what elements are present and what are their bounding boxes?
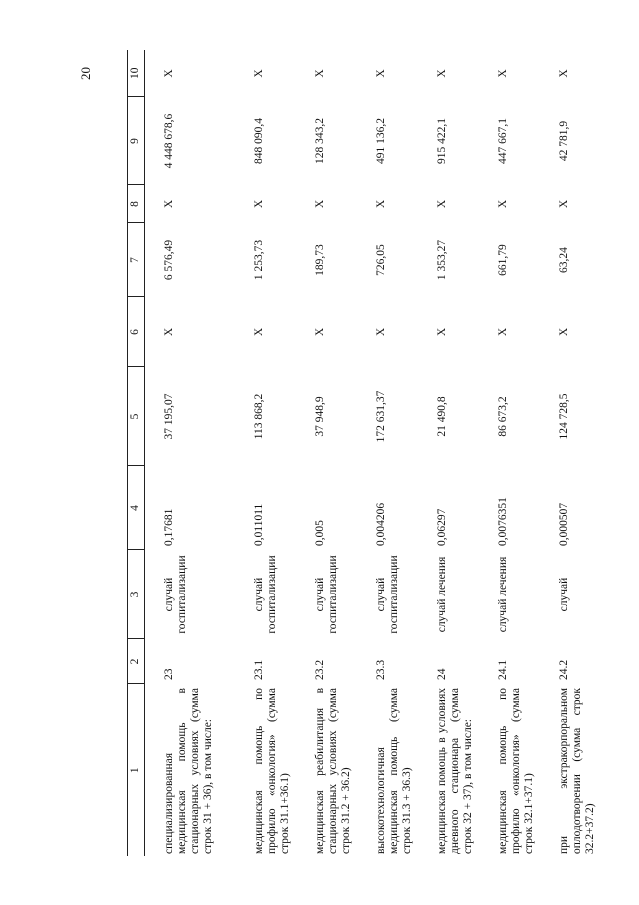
value-cell: X <box>314 327 326 337</box>
unit-cell: случай госпитализации <box>375 555 400 634</box>
row-name: при экстракорпоральном оплодотворении (сумма строк 32.2+37.2) <box>558 688 596 854</box>
column-header: 3 <box>128 550 145 639</box>
table-row <box>250 50 311 856</box>
column-header: 5 <box>128 367 145 466</box>
row-number: 23 <box>163 668 175 680</box>
unit-cell: случай госпитализации <box>314 555 339 634</box>
value-cell: 0,06297 <box>436 508 448 546</box>
column-header: 2 <box>128 639 145 684</box>
value-cell: X <box>497 327 509 337</box>
value-cell: X <box>163 69 175 78</box>
value-cell: 124 728,5 <box>558 393 570 440</box>
value-cell: 128 343,2 <box>314 118 326 164</box>
row-name: медицинская реабилитация в стационарных условиях (сумма строк 31.2 + 36.2) <box>314 688 352 854</box>
value-cell: 6 576,49 <box>163 239 175 281</box>
value-cell: 86 673,2 <box>497 396 509 437</box>
value-cell: X <box>436 199 448 209</box>
value-cell: X <box>497 199 509 209</box>
value-cell: 37 195,07 <box>163 393 175 440</box>
row-name: медицинская помощь в условиях дневного стационара (сумма строк 32 + 37), в том числе: <box>436 688 474 854</box>
value-cell: X <box>497 69 509 78</box>
column-header: 8 <box>128 185 145 223</box>
value-cell: X <box>314 199 326 209</box>
value-cell: 661,79 <box>497 244 509 276</box>
value-cell: 726,05 <box>375 244 387 276</box>
row-name: медицинская помощь по профилю «онкология» (сумма строк 31.1+36.1) <box>253 688 291 854</box>
table-row <box>555 50 616 856</box>
value-cell: X <box>436 327 448 337</box>
value-cell: 0,004206 <box>375 502 387 546</box>
unit-cell: случай госпитализации <box>163 555 188 634</box>
value-cell: 21 490,8 <box>436 396 448 437</box>
unit-cell: случай лечения <box>436 556 448 633</box>
row-number: 23.3 <box>375 659 387 680</box>
value-cell: X <box>558 69 570 78</box>
value-cell: 915 422,1 <box>436 118 448 164</box>
value-cell: 491 136,2 <box>375 118 387 164</box>
column-header: 1 <box>128 684 145 856</box>
value-cell: 37 948,9 <box>314 396 326 437</box>
value-cell: X <box>163 327 175 337</box>
row-name: медицинская помощь по профилю «онкология» (сумма строк 32.1+37.1) <box>497 688 535 854</box>
column-header: 7 <box>128 223 145 297</box>
column-header: 6 <box>128 297 145 367</box>
value-cell: 0,17681 <box>163 508 175 546</box>
unit-cell: случай госпитализации <box>253 555 278 634</box>
value-cell: X <box>314 69 326 78</box>
value-cell: 1 253,73 <box>253 239 265 281</box>
value-cell: X <box>436 69 448 78</box>
header-row <box>128 50 145 856</box>
value-cell: 0,005 <box>314 520 326 546</box>
value-cell: X <box>253 69 265 78</box>
row-number: 24.2 <box>558 659 570 680</box>
value-cell: 447 667,1 <box>497 118 509 164</box>
table-row <box>311 50 372 856</box>
value-cell: X <box>558 327 570 337</box>
row-number: 23.2 <box>314 659 326 680</box>
table-row <box>494 50 555 856</box>
column-header: 10 <box>128 50 145 97</box>
table-row <box>372 50 433 856</box>
value-cell: 4 448 678,6 <box>163 113 175 169</box>
value-cell: 63,24 <box>558 247 570 273</box>
unit-cell: случай <box>558 577 570 612</box>
row-name: специализированная медицинская помощь в стационарных условиях (сумма строк 31 + 36), в том числе: <box>163 688 214 854</box>
value-cell: X <box>375 69 387 78</box>
column-header: 9 <box>128 97 145 185</box>
rotated-table-container <box>127 50 636 856</box>
value-cell: X <box>163 199 175 209</box>
unit-cell: случай лечения <box>497 556 509 633</box>
value-cell: X <box>375 199 387 209</box>
value-cell: 172 631,37 <box>375 390 387 443</box>
data-table <box>127 50 616 856</box>
value-cell: 848 090,4 <box>253 118 265 164</box>
value-cell: 0,000507 <box>558 502 570 546</box>
table-row <box>433 50 494 856</box>
value-cell: 0,0076351 <box>497 497 509 546</box>
value-cell: 42 781,9 <box>558 120 570 162</box>
table-row <box>145 50 251 856</box>
value-cell: X <box>558 199 570 209</box>
value-cell: X <box>253 327 265 337</box>
row-number: 24 <box>436 668 448 680</box>
value-cell: 0,011011 <box>253 503 265 546</box>
page-number: 20 <box>78 67 93 80</box>
row-number: 24.1 <box>497 659 509 680</box>
value-cell: 189,73 <box>314 244 326 276</box>
row-number: 23.1 <box>253 659 265 680</box>
value-cell: X <box>253 199 265 209</box>
value-cell: X <box>375 327 387 337</box>
value-cell: 113 868,2 <box>253 393 265 440</box>
value-cell: 1 353,27 <box>436 239 448 281</box>
row-name: высокотехнологичная медицинская помощь (сумма строк 31.3 + 36.3) <box>375 688 413 854</box>
column-header: 4 <box>128 466 145 550</box>
